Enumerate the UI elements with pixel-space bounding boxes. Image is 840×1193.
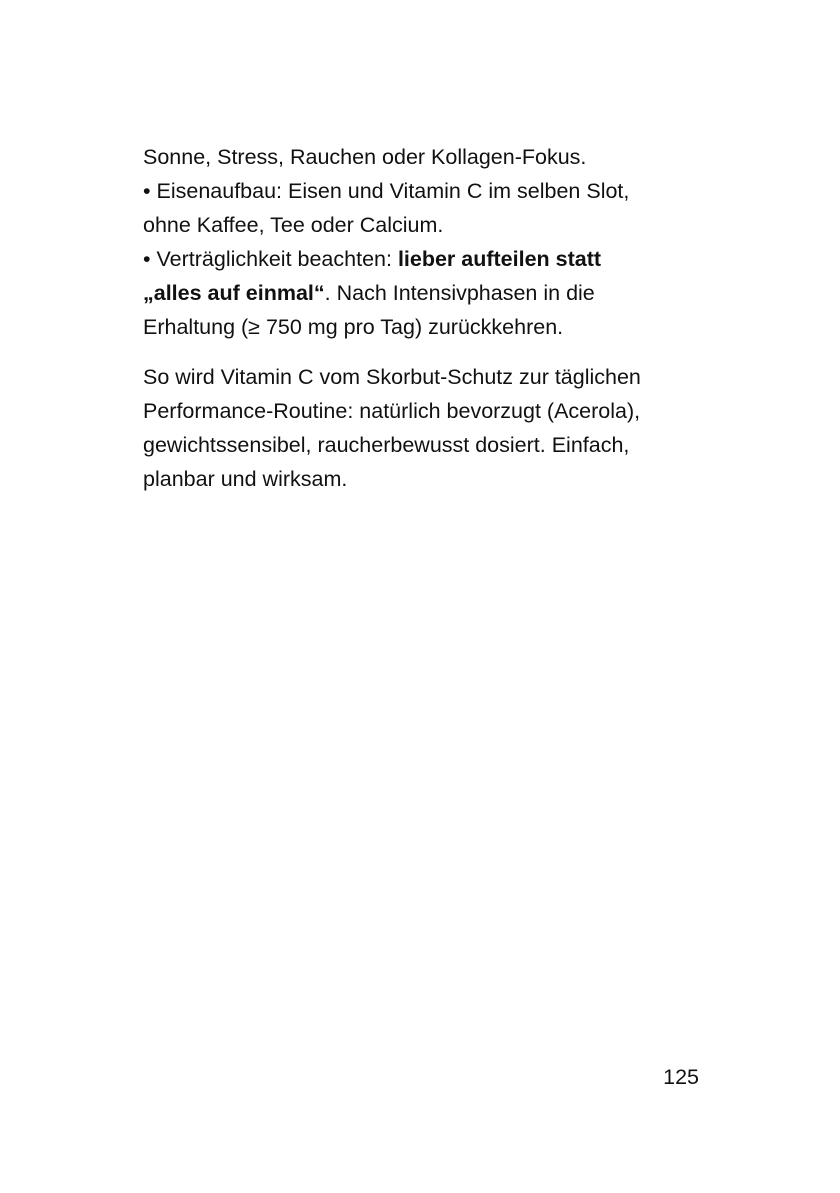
text-line: planbar und wirksam.	[143, 467, 348, 491]
text-line: Sonne, Stress, Rauchen oder Kollagen-Fokus.	[143, 145, 587, 169]
bullet-eisenaufbau: • Eisenaufbau: Eisen und Vitamin C im selben Slot,	[143, 179, 630, 203]
body-text	[143, 140, 703, 496]
text-line: ohne Kaffee, Tee oder Calcium.	[143, 213, 444, 237]
paragraph-2	[143, 360, 703, 496]
paragraph-1	[143, 140, 703, 344]
text-line: Erhaltung (≥ 750 mg pro Tag) zurückkehren.	[143, 315, 564, 339]
text-bold: „alles auf einmal“	[143, 281, 325, 305]
text-bold: lieber aufteilen statt	[397, 247, 602, 271]
text-line: So wird Vitamin C vom Skorbut-Schutz zur täglichen	[143, 365, 641, 389]
paragraph-spacer	[143, 344, 703, 360]
text-normal: . Nach Intensivphasen in die	[324, 281, 595, 305]
text-line	[143, 276, 703, 310]
page-number: 125	[663, 1065, 699, 1089]
text-normal: • Verträglichkeit beachten:	[143, 247, 398, 271]
bullet-vertraeglichkeit	[143, 242, 703, 276]
text-line: gewichtssensibel, raucherbewusst dosiert. Einfach,	[143, 433, 630, 457]
text-line: Performance-Routine: natürlich bevorzugt (Acerola),	[143, 399, 641, 423]
